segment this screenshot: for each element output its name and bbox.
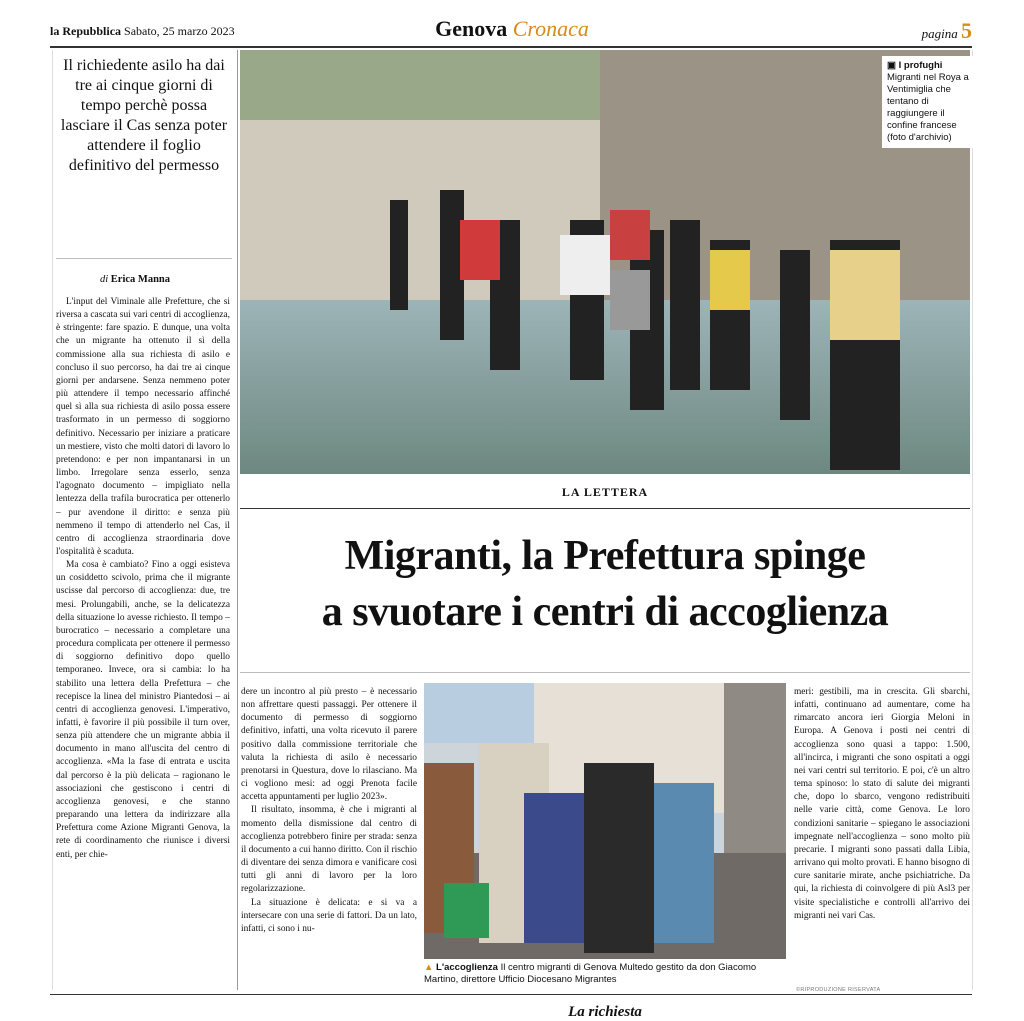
header-rule	[50, 46, 972, 48]
main-photo	[240, 50, 970, 474]
issue-date: Sabato, 25 marzo 2023	[124, 24, 235, 38]
paper-name: la Repubblica	[50, 24, 122, 38]
kicker: LA LETTERA	[561, 485, 649, 499]
byline-author: Erica Manna	[110, 274, 171, 285]
next-article-headline: La richiesta	[568, 1004, 642, 1020]
column-divider	[237, 50, 238, 990]
triangle-icon: ▲	[424, 962, 437, 973]
paragraph: meri: gestibili, ma in crescita. Gli sbarchi, infatti, continuano ad aumentare, come ha rimarcato ancora ieri Giorgia Meloni in Europa. A Genova i posti nei centri di accoglienza sono quasi a tappo: 1.500, all'incirca, i migranti che sono ospitati a oggi nei vari centri sul territorio. E poi, c'è un altro tema spinoso: lo stato di salute dei migranti che, dopo lo sbarco, vengono redistribuiti nelle varie città, come Genova. Le loro condizioni sanitarie – spiegano le associazioni impegnate nell'accoglienza – sono molto più precarie. I migranti sono passati dalla Libia, arrivano qui molto provati. E hanno bisogno di cure sanitarie mirate, anche psichiatriche. Da qui, la richiesta di coinvolgere di più Asl3 per visite specialistiche e controlli all'arrivo dei migranti nei vari Cas.	[794, 687, 971, 921]
headline-line-2: a svuotare i centri di accoglienza	[321, 589, 889, 635]
secondary-photo	[424, 683, 786, 959]
caption2-text: Il centro migranti di Genova Multedo gestito da don Giacomo Martino, direttore Ufficio Diocesano Migrantes	[424, 962, 757, 985]
reception-center-photo	[424, 683, 786, 959]
footer-rule	[50, 994, 972, 995]
secondary-photo-caption	[424, 962, 786, 986]
paragraph: La situazione è delicata: e si va a intersecare con una serie di fattori. Da un lato, infatti, ci sono i nu-	[241, 897, 417, 934]
page-number: 5	[961, 18, 972, 43]
article-column-3	[794, 686, 970, 923]
section-name: Genova	[435, 16, 508, 41]
page-indicator	[922, 18, 972, 44]
article-column-2	[241, 686, 417, 936]
summary-divider	[56, 258, 232, 259]
caption-text: Migranti nel Roya a Ventimiglia che tentano di raggiungere il confine francese (foto d'archivio)	[887, 72, 969, 143]
article-column-1	[56, 296, 230, 862]
article-summary: Il richiedente asilo ha dai tre ai cinque giorni di tempo perchè possa lasciare il Cas senza poter attendere il foglio definitivo del permesso	[60, 57, 228, 174]
paragraph: L'input del Viminale alle Prefetture, che si riversa a cascata sui vari centri di accoglienza, è stringente: fare spazio. E dunque, una volta che un migrante ha ottenuto il sì della commissione alla sua richiesta di asilo e concluso il suo percorso, ha dai tre ai cinque giorni per andarsene. Senza nemmeno poter più attendere il tempo necessario affinché quel sì alla sua richiesta di asilo possa essere trasformato in un permesso di soggiorno definitivo. Necessario per iniziare a praticare un mestiere, visto che molti datori di lavoro lo pretendono: e per non impantanarsi in un limbo. Irregolare senza esserlo, senza l'agognato documento – impigliato nella lentezza della trafila burocratica per ottenerlo – pur avendone il diritto: e senza più nemmeno il tempo di attenderlo nel Cas, il centro di accoglienza straordinaria dove l'ospitalità è scaduta.	[56, 297, 230, 557]
headline	[240, 528, 970, 640]
river-crossing-photo	[240, 50, 970, 474]
copyright: ©RIPRODUZIONE RISERVATA	[796, 987, 881, 993]
caption2-title: L'accoglienza	[436, 962, 498, 973]
page-edge	[972, 50, 973, 990]
headline-line-1: Migranti, la Prefettura spinge	[344, 533, 866, 579]
paragraph: Il risultato, insomma, è che i migranti al momento della dismissione dal centro di accoglienza potrebbero finire per strada: senza il documento a cui hanno diritto. Con il rischio di diventare dei senza dimora e vanificare così tutti gli anni di lavoro per la loro regolarizzazione.	[241, 805, 417, 895]
page-edge	[52, 50, 53, 990]
photo-caption	[882, 56, 978, 148]
subsection-name: Cronaca	[512, 16, 589, 41]
byline	[100, 274, 170, 285]
section-title	[0, 16, 1024, 42]
byline-prefix: di	[100, 274, 109, 285]
camera-icon: ▣	[887, 60, 899, 71]
headline-rule	[240, 672, 970, 673]
kicker-rule	[240, 508, 970, 509]
paragraph: Ma cosa è cambiato? Fino a oggi esisteva un cosiddetto scivolo, prima che il migrante uscisse dal percorso di accoglienza: due, tre mesi. Prolungabili, anche, se la delicatezza della situazione lo avesse richiesto. Il tempo – burocratico – necessario a completare una procedura complicata per ottenere il permesso di soggiorno definitivo dopo quello temporaneo. Invece, ora si cambia: lo ha stabilito una lettera della Prefettura – che recepisce la linea del ministro Piantedosi – ai centri di accoglienza genovesi. L'imperativo, infatti, è favorire il più possibile il turn over, senza più attendere che un migrante abbia il documento in mano all'uscita del centro di accoglienza. «Ma la fase di entrata e uscita dal percorso è la più delicata – ragionano le associazioni che gestiscono i centri di accoglienza genovesi, e che stanno preparando una lettera da indirizzare alla Prefettura come Azione Migranti Genova, la rete di coordinamento che riunisce i diversi enti, per chie-	[56, 560, 230, 860]
page-label: pagina	[921, 26, 958, 41]
paragraph: dere un incontro al più presto – è necessario non affrettare questi passaggi. Per ottenere il documento di permesso di soggiorno definitivo, infatti, una volta ricevuto il parere positivo dalla commissione territoriale che valuta la richiesta di asilo è necessario prenotarsi in Questura, dove lo rilasciano. Ma ci vogliono mesi: ad oggi Prenota facile accetta appuntamenti per luglio 2023».	[241, 687, 417, 803]
caption-title: I profughi	[898, 60, 943, 71]
